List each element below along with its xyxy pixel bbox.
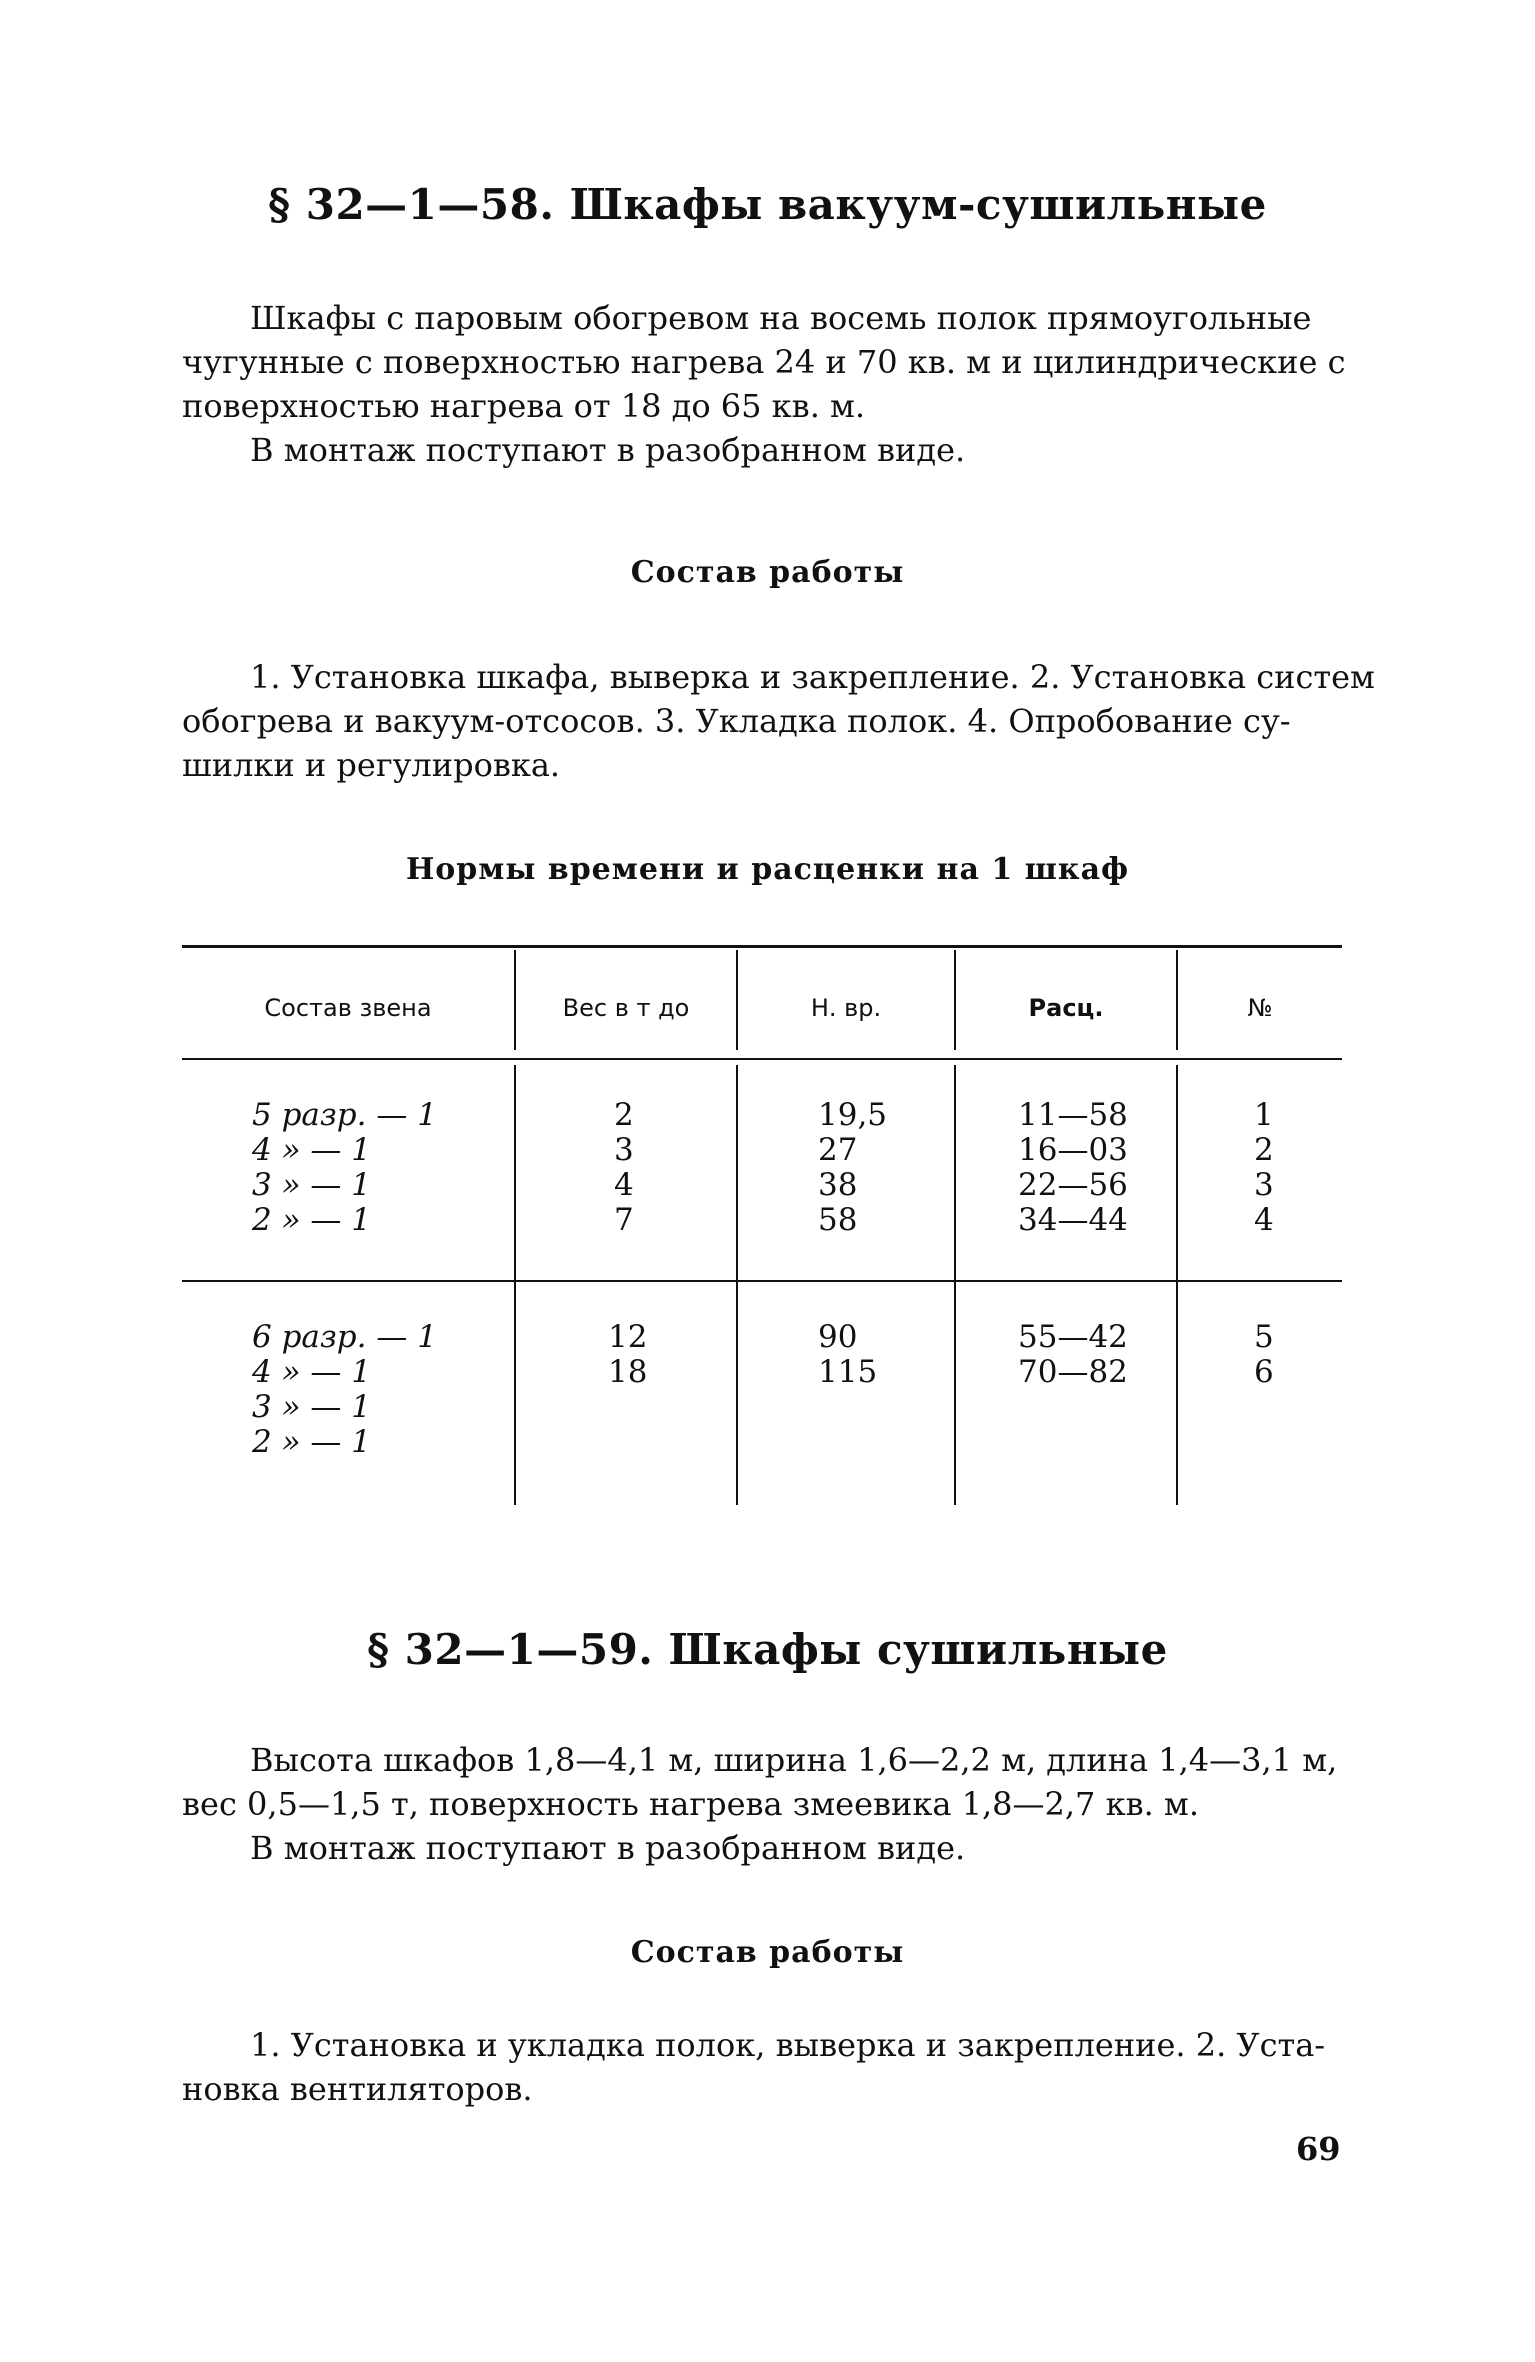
intro-line: Шкафы с паровым обогревом на восемь полок прямоугольные bbox=[250, 299, 1312, 337]
col-divider bbox=[736, 1065, 738, 1505]
crew-column-group1 bbox=[252, 1098, 437, 1238]
header-rate: Расц. bbox=[1028, 994, 1104, 1022]
rate-cell: 22—56 bbox=[1018, 1167, 1128, 1203]
section1-intro bbox=[182, 296, 1346, 472]
weight-cell: 2 bbox=[614, 1097, 634, 1133]
norm-column-group1 bbox=[818, 1098, 887, 1238]
intro-line: В монтаж поступают в разобранном виде. bbox=[250, 1829, 966, 1867]
section2-work bbox=[182, 2023, 1342, 2111]
crew-cell: 6 разр. — 1 bbox=[252, 1319, 437, 1355]
col-divider bbox=[1176, 1065, 1178, 1505]
crew-cell: 2 » — 1 bbox=[252, 1424, 371, 1460]
number-cell: 6 bbox=[1254, 1354, 1274, 1390]
crew-column-group2 bbox=[252, 1320, 437, 1460]
number-cell: 1 bbox=[1254, 1097, 1274, 1133]
work-line: 1. Установка шкафа, выверка и закрепление. 2. Установка систем bbox=[250, 658, 1375, 696]
col-divider bbox=[514, 1065, 516, 1505]
crew-cell: 3 » — 1 bbox=[252, 1167, 371, 1203]
col-divider bbox=[954, 1065, 956, 1505]
section-title-32-1-58: § 32—1—58. Шкафы вакуум-сушильные bbox=[268, 180, 1267, 229]
norm-cell: 19,5 bbox=[818, 1097, 888, 1133]
number-column-group1 bbox=[1254, 1098, 1274, 1238]
crew-cell: 3 » — 1 bbox=[252, 1389, 371, 1425]
work-heading: Состав работы bbox=[630, 1935, 905, 1970]
intro-line: Высота шкафов 1,8—4,1 м, ширина 1,6—2,2 м, длина 1,4—3,1 м, bbox=[250, 1741, 1338, 1779]
weight-cell: 18 bbox=[608, 1354, 648, 1390]
rate-column-group2 bbox=[1018, 1320, 1128, 1390]
number-column-group2 bbox=[1254, 1320, 1274, 1390]
work-line: шилки и регулировка. bbox=[182, 746, 561, 784]
crew-cell: 2 » — 1 bbox=[252, 1202, 371, 1238]
intro-line: поверхностью нагрева от 18 до 65 кв. м. bbox=[182, 387, 866, 425]
rate-cell: 34—44 bbox=[1018, 1202, 1128, 1238]
norm-cell: 58 bbox=[818, 1202, 858, 1238]
header-number: № bbox=[1247, 994, 1273, 1022]
crew-cell: 5 разр. — 1 bbox=[252, 1097, 437, 1133]
weight-cell: 3 bbox=[614, 1132, 634, 1168]
header-weight: Вес в т до bbox=[562, 994, 690, 1022]
header-norm: Н. вр. bbox=[810, 994, 882, 1022]
weight-column-group1 bbox=[614, 1098, 634, 1238]
crew-cell: 4 » — 1 bbox=[252, 1354, 371, 1390]
norm-column-group2 bbox=[818, 1320, 877, 1390]
weight-cell: 12 bbox=[608, 1319, 648, 1355]
section1-work bbox=[182, 655, 1375, 787]
work-heading: Состав работы bbox=[630, 555, 905, 590]
intro-line: вес 0,5—1,5 т, поверхность нагрева змеевика 1,8—2,7 кв. м. bbox=[182, 1785, 1199, 1823]
intro-line: чугунные с поверхностью нагрева 24 и 70 кв. м и цилиндрические с bbox=[182, 343, 1346, 381]
number-cell: 5 bbox=[1254, 1319, 1274, 1355]
rate-cell: 70—82 bbox=[1018, 1354, 1128, 1390]
work-line: обогрева и вакуум-отсосов. 3. Укладка полок. 4. Опробование су- bbox=[182, 702, 1291, 740]
group-rule bbox=[182, 1280, 1342, 1282]
work-line: 1. Установка и укладка полок, выверка и закрепление. 2. Уста- bbox=[250, 2026, 1326, 2064]
weight-cell: 4 bbox=[614, 1167, 634, 1203]
number-cell: 4 bbox=[1254, 1202, 1274, 1238]
page-number: 69 bbox=[1296, 2130, 1341, 2168]
norm-cell: 115 bbox=[818, 1354, 878, 1390]
section2-intro bbox=[182, 1738, 1342, 1870]
table-top-rule bbox=[182, 945, 1342, 948]
weight-cell: 7 bbox=[614, 1202, 634, 1238]
weight-column-group2 bbox=[608, 1320, 647, 1390]
number-cell: 3 bbox=[1254, 1167, 1274, 1203]
rate-cell: 55—42 bbox=[1018, 1319, 1128, 1355]
section-title-32-1-59: § 32—1—59. Шкафы сушильные bbox=[367, 1625, 1168, 1674]
work-line: новка вентиляторов. bbox=[182, 2070, 533, 2108]
norm-cell: 38 bbox=[818, 1167, 858, 1203]
rate-column-group1 bbox=[1018, 1098, 1128, 1238]
rate-cell: 16—03 bbox=[1018, 1132, 1128, 1168]
header-rule bbox=[182, 1058, 1342, 1060]
number-cell: 2 bbox=[1254, 1132, 1274, 1168]
table-title: Нормы времени и расценки на 1 шкаф bbox=[405, 852, 1130, 887]
norm-cell: 90 bbox=[818, 1319, 858, 1355]
norm-cell: 27 bbox=[818, 1132, 858, 1168]
intro-line: В монтаж поступают в разобранном виде. bbox=[250, 431, 966, 469]
header-crew: Состав звена bbox=[264, 994, 432, 1022]
norms-table bbox=[182, 945, 1342, 1505]
rate-cell: 11—58 bbox=[1018, 1097, 1128, 1133]
crew-cell: 4 » — 1 bbox=[252, 1132, 371, 1168]
